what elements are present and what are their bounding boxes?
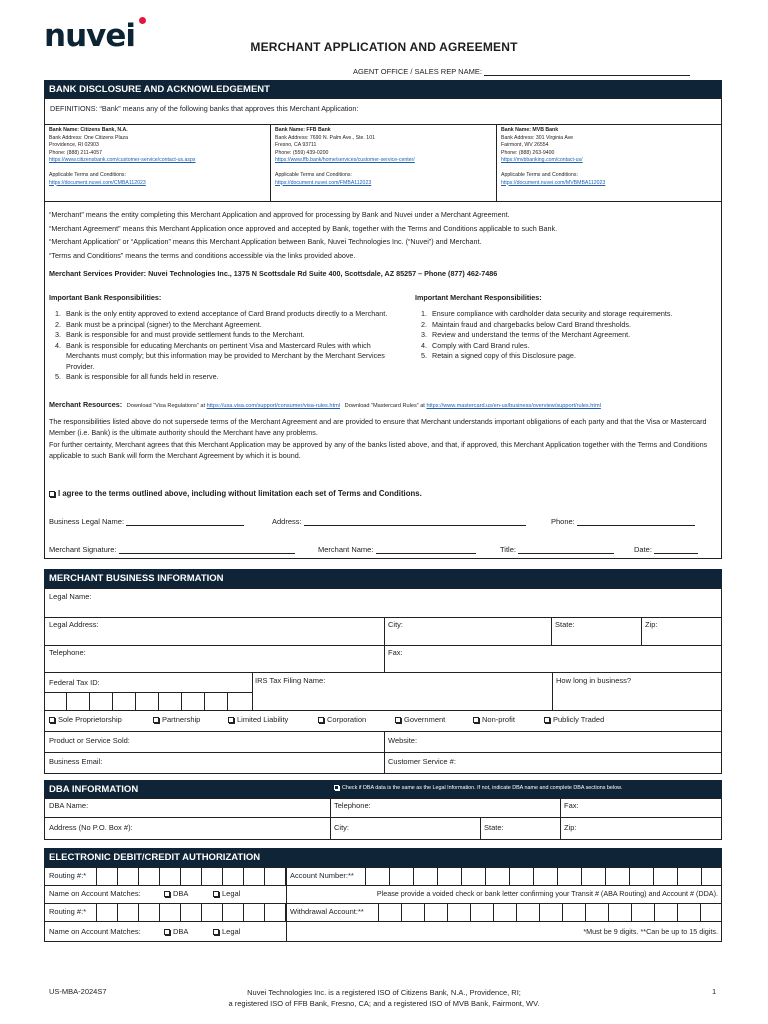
merchant-info-header: MERCHANT BUSINESS INFORMATION <box>44 569 722 588</box>
product-service-field[interactable]: Product or Service Sold: <box>49 736 130 745</box>
voided-check-note: Please provide a voided check or bank letter confirming your Transit # (ABA Routing) and Account # (DDA). <box>376 889 718 898</box>
name-matches-dba-option-2[interactable]: DBA <box>164 927 188 936</box>
bank-section-header: BANK DISCLOSURE AND ACKNOWLEDGEMENT <box>44 80 722 98</box>
title-field[interactable]: Title: <box>500 545 614 554</box>
dba-zip-field[interactable]: Zip: <box>564 823 577 832</box>
phone-field[interactable]: Phone: <box>551 517 695 526</box>
ffb-terms-link[interactable]: https://document.nuvei.com/FMBA112023 <box>275 179 372 186</box>
name-matches-legal-option[interactable]: Legal <box>213 889 240 898</box>
nuvei-logo: nuvei <box>44 16 135 56</box>
dba-name-field[interactable]: DBA Name: <box>49 801 89 810</box>
definitions-list: “Merchant” means the entity completing this Merchant Application and approved for processing by Bank and Nuvei under a Merchant Agreement. “Merchant Agreement” means this Merchant Application once approved and accepted by Bank, together with the Terms and Conditions applicable to such Bank. “Merchant Application” or “Application” means this Merchant Application between Bank, Nuvei Technologies Inc. (“Nuvei”) and Merchant. “Terms and Conditions” means the terms and conditions accessible via the links provided above. <box>49 210 558 260</box>
name-matches-label: Name on Account Matches: <box>49 889 141 898</box>
entity-publicly-traded[interactable]: Publicly Traded <box>544 715 604 724</box>
account-number-label: Account Number:** <box>290 871 354 880</box>
mastercard-rules-link[interactable]: https://www.mastercard.us/en-us/business/overview/support/rules.html <box>426 403 601 409</box>
irs-tax-filing-name-field[interactable]: IRS Tax Filing Name: <box>255 676 326 685</box>
name-matches-label-2: Name on Account Matches: <box>49 927 141 936</box>
zip-field[interactable]: Zip: <box>645 620 658 629</box>
dba-state-field[interactable]: State: <box>484 823 504 832</box>
entity-partnership[interactable]: Partnership <box>153 715 200 724</box>
dba-box <box>44 798 722 840</box>
routing-label-2: Routing #:* <box>49 907 87 916</box>
name-matches-dba-option[interactable]: DBA <box>164 889 188 898</box>
federal-tax-id-cells[interactable] <box>44 692 253 710</box>
document-title: MERCHANT APPLICATION AND AGREEMENT <box>250 40 518 54</box>
logo-dot <box>139 17 146 24</box>
dba-same-checkbox[interactable]: Check if DBA data is the same as the Legal Information. If not, indicate DBA name and complete DBA sections below. <box>334 785 622 791</box>
withdrawal-account-cells[interactable] <box>378 903 722 921</box>
bank-resp-title: Important Bank Responsibilities: <box>49 293 162 302</box>
website-field[interactable]: Website: <box>388 736 418 745</box>
entity-non-profit[interactable]: Non-profit <box>473 715 515 724</box>
routing-label: Routing #:* <box>49 871 87 880</box>
state-field[interactable]: State: <box>555 620 575 629</box>
fax-field[interactable]: Fax: <box>388 648 403 657</box>
bank-mvb: Bank Name: MVB Bank Bank Address: 301 Virginia Ave Fairmont, WV 26554 Phone: (888) 263-9400 https://mvbbanking.com/contact-us/ Applicable Terms and Conditions: https://document.nuvei.com/MVBMBA112023 <box>501 127 719 187</box>
merchant-name-field[interactable]: Merchant Name: <box>318 545 476 554</box>
dba-section-header: DBA INFORMATION <box>44 780 722 798</box>
page-number: 1 <box>712 987 717 996</box>
merchant-resp-list: 1. Ensure compliance with cardholder data security and storage requirements. 2. Maintain fraud and chargebacks below Card Brand thresholds. 3. Review and understand the terms of the Merchant Agreement. 4. Comply with Card Brand rules. 5. Retain a signed copy of this Disclosure page. <box>415 309 715 362</box>
approval-paragraph: For further certainty, Merchant agrees that this Merchant Application may be approved by any of the banks listed above, and that, if approved, this Merchant Application together with the Terms and Conditions applicable to such Bank will form the Merchant Agreement by which it is bound. <box>49 440 708 460</box>
entity-limited-liability[interactable]: Limited Liability <box>228 715 288 724</box>
dba-address-field[interactable]: Address (No P.O. Box #): <box>49 823 133 832</box>
telephone-field[interactable]: Telephone: <box>49 648 86 657</box>
ffb-contact-link[interactable]: https://www.ffb.bank/home/services/customer-service-center/ <box>275 157 415 164</box>
mvb-terms-link[interactable]: https://document.nuvei.com/MVBMBA112023 <box>501 179 606 186</box>
business-email-field[interactable]: Business Email: <box>49 757 103 766</box>
city-field[interactable]: City: <box>388 620 403 629</box>
eft-section-header: ELECTRONIC DEBIT/CREDIT AUTHORIZATION <box>44 848 722 867</box>
citizens-contact-link[interactable]: https://www.citizensbank.com/customer-service/contact-us.aspx <box>49 157 196 164</box>
address-field[interactable]: Address: <box>272 517 526 526</box>
mvb-contact-link[interactable]: https://mvbbanking.com/contact-us/ <box>501 157 583 164</box>
name-matches-legal-option-2[interactable]: Legal <box>213 927 240 936</box>
agent-field[interactable]: AGENT OFFICE / SALES REP NAME: <box>353 67 690 76</box>
date-field[interactable]: Date: <box>634 545 698 554</box>
routing-cells-2[interactable] <box>96 903 286 921</box>
account-number-cells[interactable] <box>365 867 722 885</box>
legal-name-field[interactable]: Legal Name: <box>49 592 92 601</box>
merchant-resp-title: Important Merchant Responsibilities: <box>415 293 542 302</box>
bank-ffb: Bank Name: FFB Bank Bank Address: 7690 N. Palm Ave., Ste. 101 Fresno, CA 93711 Phone: (559) 439-0200 https://www.ffb.bank/home/services/customer-service-center/ Applicable Terms and Conditions: https://document.nuvei.com/FMBA112023 <box>275 127 493 187</box>
business-legal-name-field[interactable]: Business Legal Name: <box>49 517 244 526</box>
bank-citizens: Bank Name: Citizens Bank, N.A. Bank Address: One Citizens Plaza Providence, RI 02903 Phone: (888) 211-4057 https://www.citizensbank.com/customer-service/contact-us.aspx Applicable Terms and Conditions: https://document.nuvei.com/CMBA112023 <box>49 127 267 187</box>
provider-line: Merchant Services Provider: Nuvei Technologies Inc., 1375 N Scottsdale Rd Suite 400, Scottsdale, AZ 85257 – Phone (877) 462-7486 <box>49 269 498 278</box>
dba-city-field[interactable]: City: <box>334 823 349 832</box>
form-code: US-MBA-2024S7 <box>49 987 107 996</box>
entity-corporation[interactable]: Corporation <box>318 715 366 724</box>
agree-checkbox[interactable]: I agree to the terms outlined above, including without limitation each set of Terms and Conditions. <box>49 489 422 498</box>
withdrawal-account-label: Withdrawal Account:** <box>290 907 364 916</box>
footer-disclosure: Nuvei Technologies Inc. is a registered ISO of Citizens Bank, N.A., Providence, RI; a registered ISO of FFB Bank, Fresno, CA; and a registered ISO of MVB Bank, Fairmont, WV. <box>228 988 540 1008</box>
routing-cells[interactable] <box>96 867 286 885</box>
dba-fax-field[interactable]: Fax: <box>564 801 579 810</box>
digits-note: *Must be 9 digits. **Can be up to 15 digits. <box>583 927 718 936</box>
responsibility-paragraph: The responsibilities listed above do not supersede terms of the Merchant Agreement and are provided to ensure that Merchant understands important obligations of each party and that the Visa or Mastercard Member (i.e. Bank) is the ultimate authority should the Merchant have any problems. <box>49 417 707 437</box>
years-in-business-field[interactable]: How long in business? <box>556 676 632 685</box>
customer-service-field[interactable]: Customer Service #: <box>388 757 456 766</box>
definitions-text: DEFINITIONS: “Bank” means any of the following banks that approves this Merchant Application: <box>50 104 359 113</box>
legal-address-field[interactable]: Legal Address: <box>49 620 99 629</box>
checkbox-icon <box>49 491 55 497</box>
entity-sole-proprietorship[interactable]: Sole Proprietorship <box>49 715 122 724</box>
citizens-terms-link[interactable]: https://document.nuvei.com/CMBA112023 <box>49 179 146 186</box>
merchant-signature-field[interactable]: Merchant Signature: <box>49 545 295 554</box>
merchant-resources: Merchant Resources: Download “Visa Regulations” at https://usa.visa.com/support/consumer/visa-rules.html Download “Mastercard Rules” at https://www.mastercard.us/en-us/business/overview/support/rules.html <box>49 400 601 409</box>
entity-government[interactable]: Government <box>395 715 445 724</box>
federal-tax-id-label: Federal Tax ID: <box>49 678 100 687</box>
visa-rules-link[interactable]: https://usa.visa.com/support/consumer/visa-rules.html <box>206 403 340 409</box>
bank-resp-list: 1. Bank is the only entity approved to extend acceptance of Card Brand products directly to a Merchant. 2. Bank must be a principal (signer) to the Merchant Agreement. 3. Bank is responsible for and must provide settlement funds to the Merchant. 4. Bank is responsible for educating Merchants on pertinent Visa and Mastercard Rules with which Merchants must comply; but this information may be provided to Merchant by the Merchant Services Provider. 5. Bank is responsible for all funds held in reserve. <box>49 309 404 383</box>
dba-telephone-field[interactable]: Telephone: <box>334 801 371 810</box>
